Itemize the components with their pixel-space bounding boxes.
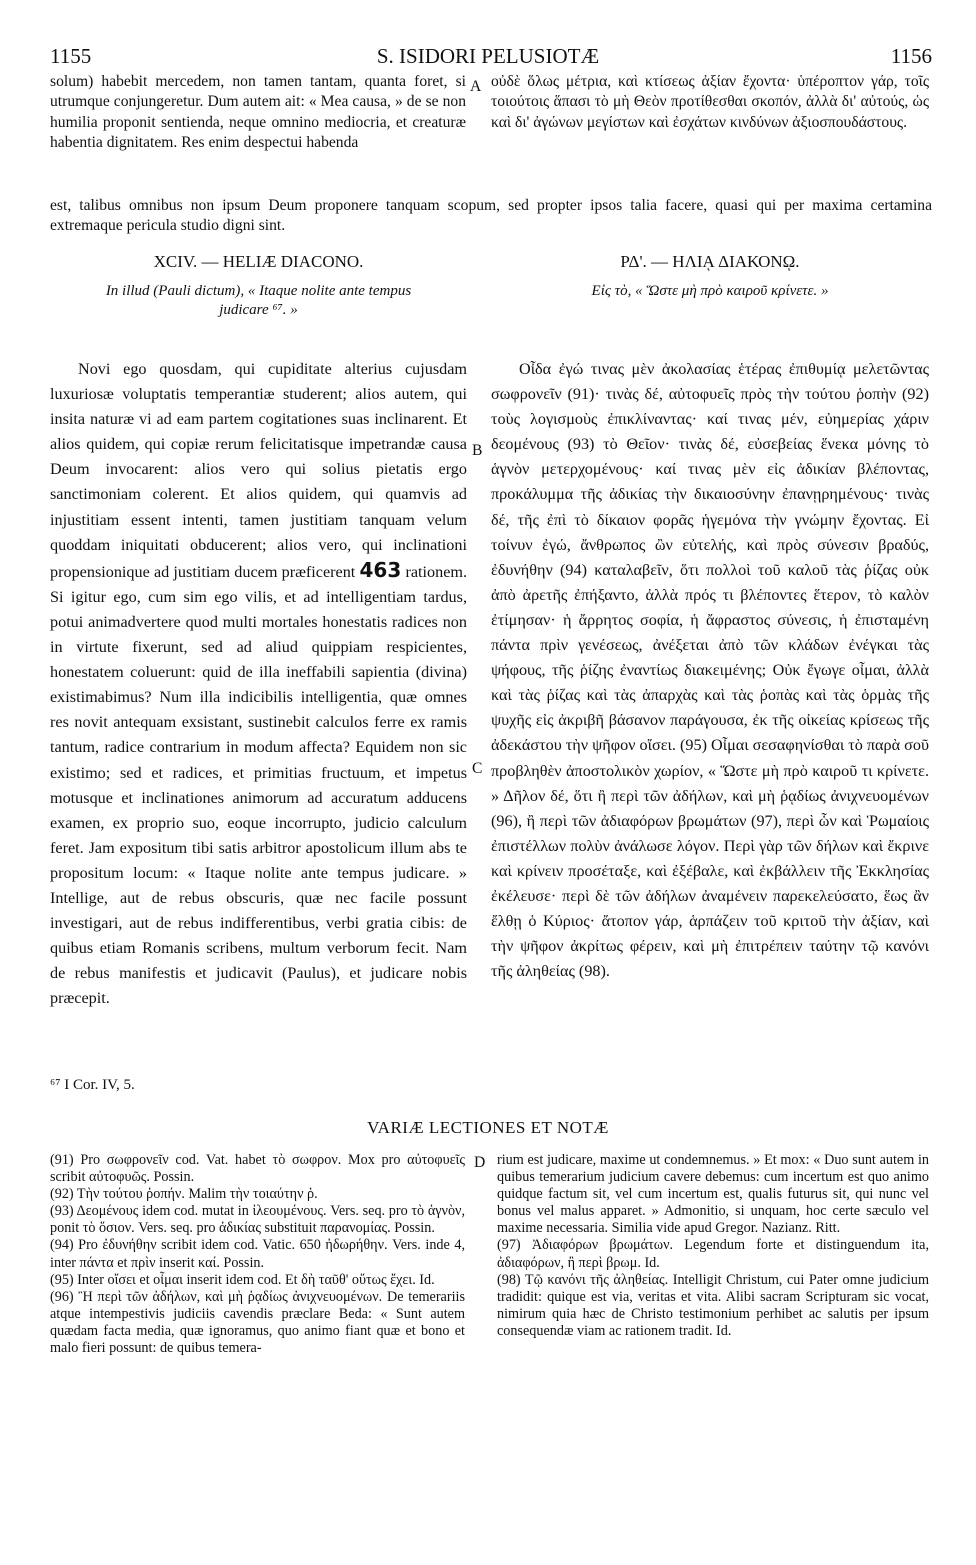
note-93: (93) Δεομένους idem cod. mutat in ἰλεουμένους. Vers. seq. pro τὸ ἁγνὸν, ponit τὸ ὅσιον. Vers. seq. pro ἀδικίας substituit παρανομίας. Possin. bbox=[50, 1203, 465, 1237]
latin-section-title: XCIV. — HELIÆ DIACONO. bbox=[153, 252, 364, 271]
right-page-number: 1156 bbox=[890, 44, 932, 68]
latin-body-part-2: rationem. Si igitur ego, cum sim ego vilis, et ad intelligentiam tardus, potui animadvertere quod multi mortales honestatis radices non in virtute fixerunt, sed ad aliud quippiam respicientes, honestatem coluerunt: quid de illa ineffabili sapientia (divina) existimabimus? Num illa indicibilis intelligentia, quæ omnes res novit antequam exsistant, sustinebit calculos ferre ex ramis tantum, radice contrarium in modum affecta? Equidem non sic existimo; sed et radices, et primitias fructuum, et impetus motusque et inclinationes animorum ad accuratum adducens examen, ex proprio suo, eoque incorrupto, judicio calculum feret. Jam expositum tibi satis arbitror apostolicum illum abs te propositum locum: « Itaque nolite ante tempus judicare. » Intellige, aut de rebus obscuris, quæ nec facile possunt investigari, aut de rebus indifferentibus, verbi gratia cibis: de quibus etiam Romanis scribens, multum verborum fecit. Nam de rebus manifestis et judicavit (Paulus), et judicare nobis præcepit. bbox=[50, 562, 468, 1008]
notes-right-column bbox=[497, 1152, 929, 1340]
note-96: (96) Ἢ περὶ τῶν ἀδήλων, καὶ μὴ ῥᾳδίως ἀνιχνευομένων. De temerariis atque intempestivis judiciis cavendis præclare Beda: « Sunt autem quædam facta media, quæ ignoramus, quo animo fiant quæ et bono et malo fieri possunt: de quibus temera- bbox=[50, 1288, 465, 1357]
column-number: 463 bbox=[359, 557, 402, 582]
note-94: (94) Pro ἐδυνήθην scribit idem cod. Vatic. 650 ἠδωρήθην. Vers. inde 4, inter πάντα et πρὶν inserit καί. Possin. bbox=[50, 1237, 465, 1271]
margin-letter-c: C bbox=[472, 760, 483, 777]
notes-left-column bbox=[50, 1152, 465, 1357]
greek-body: Οἶδα ἐγώ τινας μὲν ἀκολασίας ἑτέρας ἐπιθυμίᾳ μελετῶντας σωφρονεῖν (91)· τινὰς δέ, αὐτοφυεῖς πρὸς τὴν τούτου ῥοπὴν (92) τοὺς λογισμοὺς ἐπικλίναντας· καί τινας μέν, εὐημερίας χάριν δεομένους (93) τὸ Θεῖον· τινὰς δέ, εὐσεβείας ἕνεκα μόνης τὸ ἁγνὸν μετερχομένους· καί τινας μὲν εἰς ἀδικίαν βλέποντας, προκάλυμμα τῆς ἀδικίας τὴν δικαιοσύνην ἐπανῃρημένους· τινὰς δέ, τῆς ἐπὶ τὸ δίκαιον φορᾶς ἡγεμόνα τὴν γνώμην ἔχοντας. Εἰ τοίνυν ἐγώ, ἄνθρωπος ὢν εὐτελής, καὶ πρὸς σύνεσιν βραδύς, ἐδυνήθην (94) καταλαβεῖν, ὅτι πολλοὶ τοῦ καλοῦ τὰς ῥίζας οὐκ ἀπὸ ἀρετῆς ἐπήξαντο, ἀλλὰ πρός τι βλέποντες ἕτερον, τὸ καλὸν ἐτίμησαν· ἡ ἄρρητος σοφία, ἡ ἄφραστος σύνεσις, ἡ ἐπισταμένη πάντα πρὶν γενέσεως, ἀνέξεται ἀπὸ τῶν κλάδων ἐνέγκαι τὰς ψήφους, τῆς ῥίζης ἐναντίως διακειμένης; Οὐκ ἔγωγε οἶμαι, ἀλλὰ καὶ τὰς ῥίζας καὶ τὰς ἀπαρχὰς καὶ τὰς ῥοπὰς καὶ τὰς ὁρμὰς τῆς ψυχῆς εἰς ἀκριβῆ βάσανον παράγουσα, ἐκ τῆς οἰκείας κρίσεως τῆς ἀδεκάστου τὴν ψῆφον οἴσει. (95) Οἶμαι σεσαφηνίσθαι τὸ παρὰ σοῦ προβληθὲν ἀποστολικὸν χωρίον, « Ὥστε μὴ πρὸ καιροῦ τι κρίνετε. » Δῆλον δέ, ὅτι ἢ περὶ τῶν ἀδήλων, καὶ μὴ ῥᾳδίως ἀνιχνευομένων (96), ἢ περὶ τῶν ἀδιαφόρων βρωμάτων (97), περὶ ὧν καὶ Ῥωμαίοις ἐπιστέλλων πολὺν ἀνάλωσε λόγον. Περὶ γὰρ τῶν δήλων καὶ ἔκρινε καὶ κρίνειν προσέταξε, καὶ ἐξέβαλε, καὶ ἐκβάλλειν τῆς Ἐκκλησίας ἐκέλευσε· περὶ δὲ τῶν ἀδήλων ἀναμένειν παρεκελεύσατο, ἕως ἂν ἔλθῃ ὁ Κύριος· ἄτοπον γάρ, ἁρπάζειν τοῦ κριτοῦ τὴν ἀξίαν, καὶ τὴν ψῆφον ἀκρίτως φέρειν, καὶ μὴ ἐπιτρέπειν ταύτην τῷ κανόνι τῆς ἀληθείας (98). bbox=[491, 360, 929, 981]
top-latin-continuation: est, talibus omnibus non ipsum Deum proponere tanquam scopum, sed propter ipsos talia facere, quasi qui per maxima certamina extremaque pericula studio digni sint. bbox=[50, 197, 932, 235]
latin-column bbox=[50, 357, 467, 1011]
note-96-continued: rium est judicare, maxime ut condemnemus. » Et mox: « Duo sunt autem in quibus temerarium judicium cavere debemus: cum incertum est quo animo quidque factum sit, vel cum incertum est, qualis futurus sit, qui nunc vel bonus vel malus apparet. » Admonitio, si unquam, hoc certe sæculo vel maxime necessaria. Similia vide apud Gregor. Nazianz. Ritt. bbox=[497, 1152, 929, 1237]
margin-letter-b: B bbox=[472, 442, 483, 459]
variae-lectiones-title: VARIÆ LECTIONES ET NOTÆ bbox=[367, 1118, 609, 1137]
margin-letter-d: D bbox=[474, 1154, 486, 1171]
note-91: (91) Pro σωφρονεῖν cod. Vat. habet τὸ σωφρον. Mox pro αὐτοφυεῖς scribit αὐτοφυῶς. Possin. bbox=[50, 1152, 465, 1186]
latin-subtitle bbox=[50, 282, 467, 320]
latin-subtitle-line-2: judicare ⁶⁷. » bbox=[219, 302, 298, 318]
top-greek-text: οὐδὲ ὅλως μέτρια, καὶ κτίσεως ἀξίαν ἔχοντα· ὑπέροπτον γάρ, τοῖς τοιούτοις ἅπασι τὸ μὴ Θεὸν προτίθεσθαι σκοπόν, ἀλλὰ δι' αὐτούς, ὡς καὶ δι' ἀγώνων μεγίστων καὶ ἐσχάτων κινδύνων ἀξιοσπουδάστους. bbox=[491, 73, 929, 131]
note-92: (92) Τὴν τούτου ῥοπήν. Malim τὴν τοιαύτην ῥ. bbox=[50, 1186, 318, 1203]
note-97: (97) Ἀδιαφόρων βρωμάτων. Legendum forte et distinguendum ita, ἀδιαφόρων, ἢ περὶ βρωμ. Id. bbox=[497, 1237, 929, 1271]
note-95: (95) Inter οἴσει et οἶμαι inserit idem cod. Et δὴ ταῦθ' οὕτως ἔχει. Id. bbox=[50, 1271, 435, 1288]
greek-column bbox=[491, 357, 929, 984]
footnote: ⁶⁷ I Cor. IV, 5. bbox=[50, 1077, 135, 1093]
greek-subtitle: Εἰς τὸ, « Ὥστε μὴ πρὸ καιροῦ κρίνετε. » bbox=[591, 283, 829, 299]
running-title: S. ISIDORI PELUSIOTÆ bbox=[376, 44, 600, 68]
margin-letter-a: A bbox=[470, 78, 482, 95]
top-latin-text: solum) habebit mercedem, non tamen tantam, quanta foret, si utrumque conjungeretur. Dum autem ait: « Mea causa, » de se non humilia proponit sentienda, neque omnino mediocria, et creaturæ habentia dignitatem. Res enim despectui habenda bbox=[50, 73, 466, 152]
greek-section-title: ΡΔ'. — ΗΛΙᾼ ΔΙΑΚΟΝῼ. bbox=[620, 252, 800, 271]
latin-subtitle-line-1: In illud (Pauli dictum), « Itaque nolite ante tempus bbox=[105, 283, 412, 299]
note-98: (98) Τῷ κανόνι τῆς ἀληθείας. Intelligit Christum, cui Pater omne judicium tradidit: quique est via, veritas et vita. Alibi sacram Scripturam sic vocat, nimirum quia hæc de Christo testimonium perhibet ac salutis per ipsum consequendæ viam ac rationem tradit. Id. bbox=[497, 1271, 929, 1339]
latin-body-part-1: Novi ego quosdam, qui cupiditate alterius cujusdam luxuriosæ voluptatis temperantiæ studerent; alios autem, qui insita naturæ vi ad eam partem cogitationes suas inclinarent. Et alios quidem, qui copiæ rerum felicitatisque impetrandæ causa Deum invocarent: alios vero qui solius pietatis ergo sanctimoniam colerent. Et alios quidem, qui quamvis ad injustitiam essent intenti, tamen justitiam tanquam velum quoddam iniquitati obducerent; alios vero, qui inclinationi propensionique ad justitiam ducem præficerent bbox=[50, 360, 467, 581]
left-page-number: 1155 bbox=[50, 44, 92, 68]
